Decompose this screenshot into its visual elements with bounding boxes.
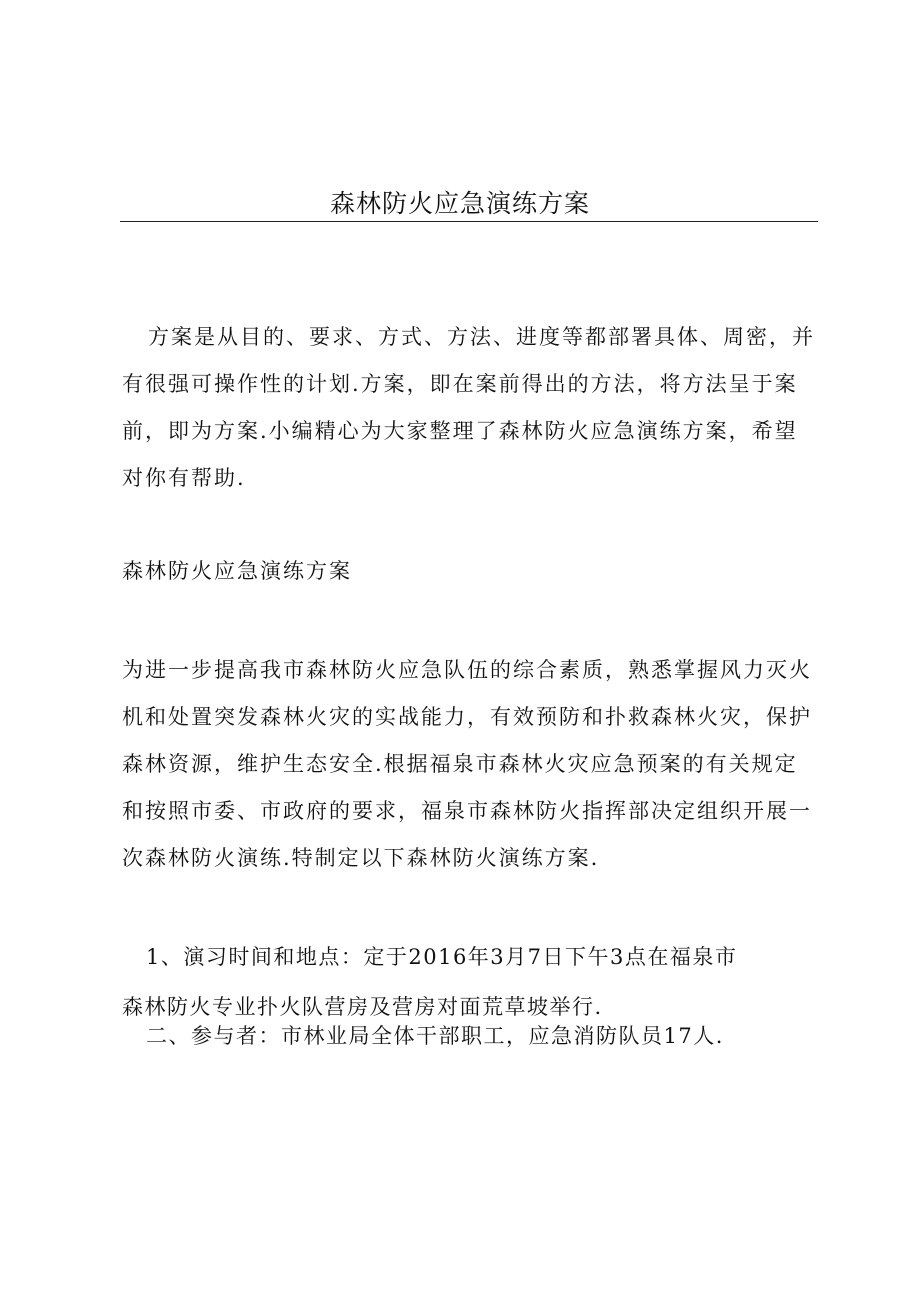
document-title: 森林防火应急演练方案 bbox=[329, 189, 590, 218]
intro-paragraph: 方案是从目的、要求、方式、方法、进度等都部署具体、周密，并有很强可操作性的计划.方案，即在案前得出的方法，将方法呈于案前，即为方案.小编精心为大家整理了森林防火应急演练方案，希望对你有帮助. bbox=[122, 325, 815, 490]
body-paragraph: 为进一步提高我市森林防火应急队伍的综合素质，熟悉掌握风力灭火机和处置突发森林火灾的实战能力，有效预防和扑救森林火灾，保护森林资源，维护生态安全.根据福泉市森林火灾应急预案的有关规定和按照市委、市政府的要求，福泉市森林防火指挥部决定组织开展一次森林防火演练.特制定以下森林防火演练方案. bbox=[122, 658, 812, 870]
list-item-time-location: 1、演习时间和地点：定于2016年3月7日下午3点在福泉市 bbox=[146, 945, 738, 969]
title-underline bbox=[120, 221, 818, 222]
list-item-time-location-continued: 森林防火专业扑火队营房及营房对面荒草坡举行. bbox=[122, 995, 603, 1019]
section-subtitle: 森林防火应急演练方案 bbox=[122, 559, 352, 583]
list-item-participants: 二、参与者：市林业局全体干部职工，应急消防队员17人. bbox=[146, 1024, 724, 1048]
